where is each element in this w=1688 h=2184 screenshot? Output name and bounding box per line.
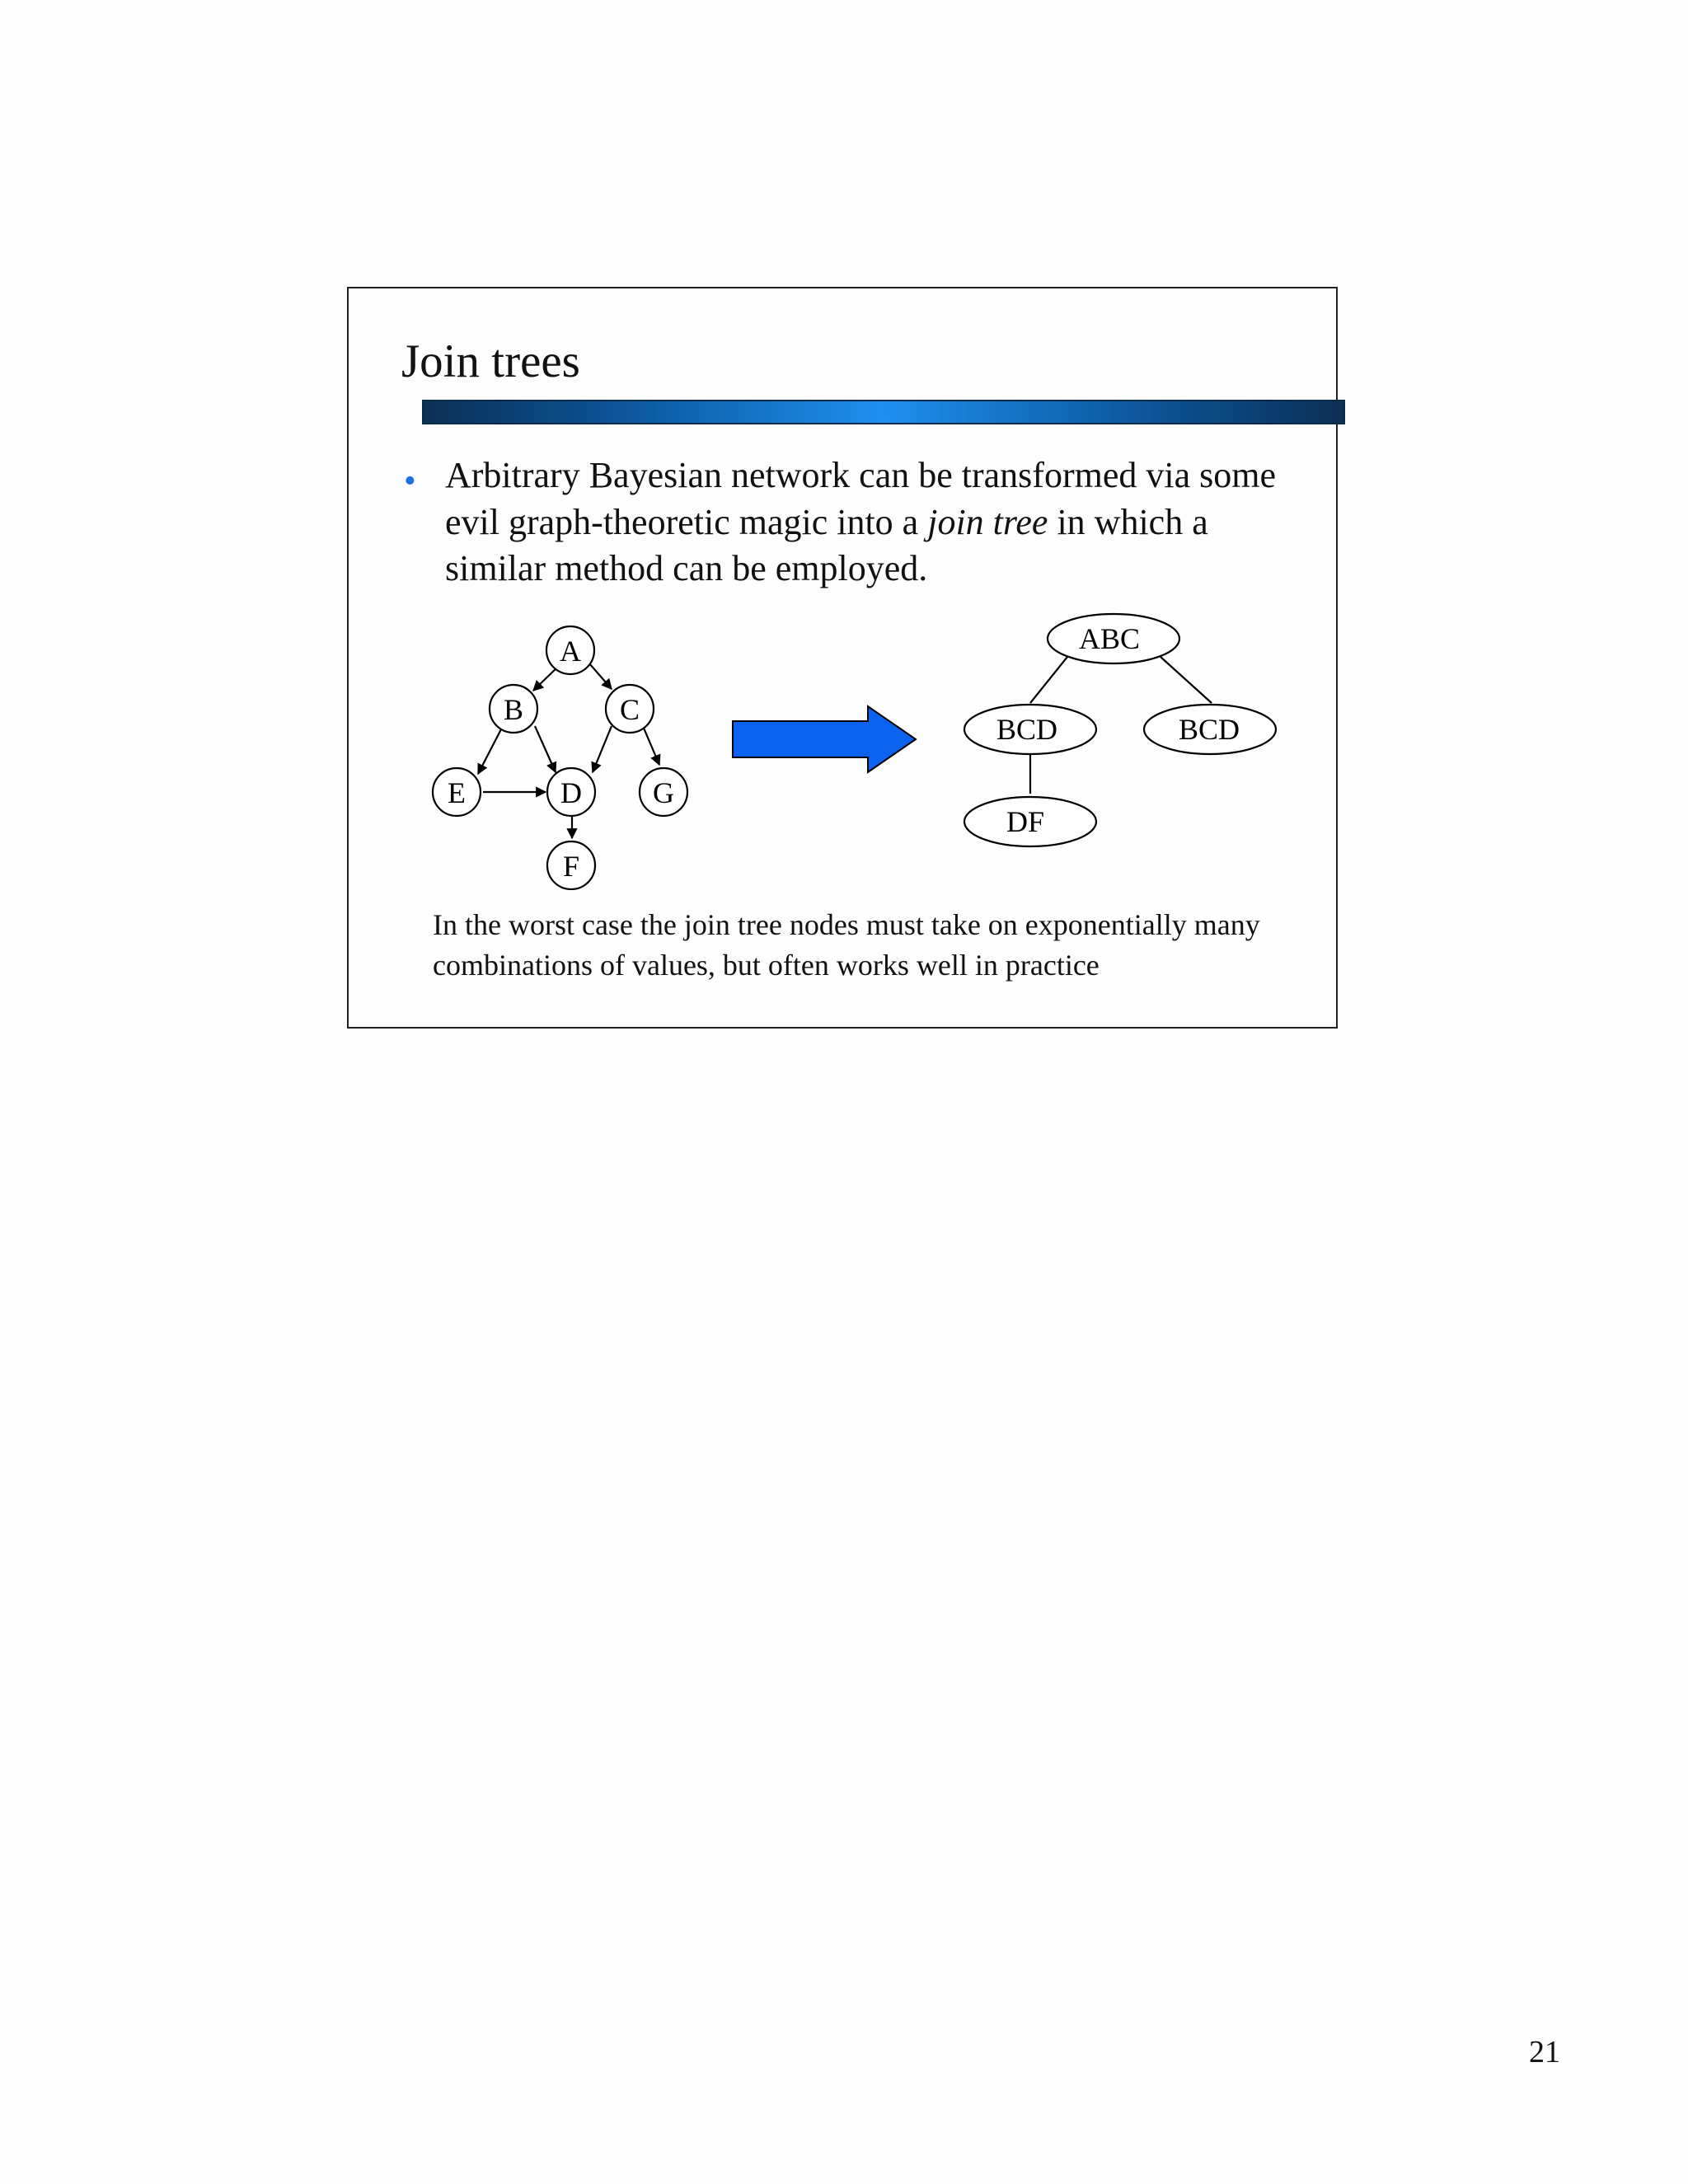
node-label-f: F	[562, 850, 580, 883]
bullet-text-after: in which a similar method can be employed.	[445, 501, 1208, 588]
edge-c-g	[643, 726, 659, 765]
node-label-a: A	[560, 635, 581, 668]
edge-c-d	[593, 726, 612, 772]
edge-b-e	[478, 726, 503, 774]
transform-arrow-icon	[733, 706, 916, 772]
bullet-text-before: Arbitrary Bayesian network can be transformed via some evil graph-theoretic magic into a	[445, 455, 1276, 542]
tree-label-bcd-right: BCD	[1178, 713, 1240, 746]
bullet-text-emphasis: join tree	[927, 501, 1048, 542]
join-tree	[964, 614, 1276, 846]
tree-label-bcd-left: BCD	[996, 713, 1058, 746]
page-number: 21	[1529, 2035, 1560, 2069]
bayes-net	[433, 626, 687, 889]
node-label-b: B	[503, 693, 524, 726]
edge-a-c	[589, 663, 612, 689]
tree-edge-abc-bcd-left	[1030, 657, 1067, 703]
bullet-text	[445, 452, 1302, 593]
tree-edge-abc-bcd-right	[1160, 657, 1212, 703]
bullet-marker: •	[404, 462, 416, 500]
join-tree-diagram	[412, 606, 1294, 890]
node-label-c: C	[619, 693, 640, 726]
title-underline-bar	[422, 400, 1345, 424]
node-label-e: E	[448, 776, 466, 809]
tree-label-df: DF	[1006, 805, 1045, 838]
edge-b-d	[535, 726, 556, 772]
node-label-d: D	[560, 776, 582, 809]
footnote-text: In the worst case the join tree nodes must take on exponentially many combinations of values, but often works well in practice	[433, 908, 1260, 982]
node-label-g: G	[653, 776, 674, 809]
slide-title: Join trees	[401, 335, 580, 387]
tree-label-abc: ABC	[1078, 622, 1141, 655]
